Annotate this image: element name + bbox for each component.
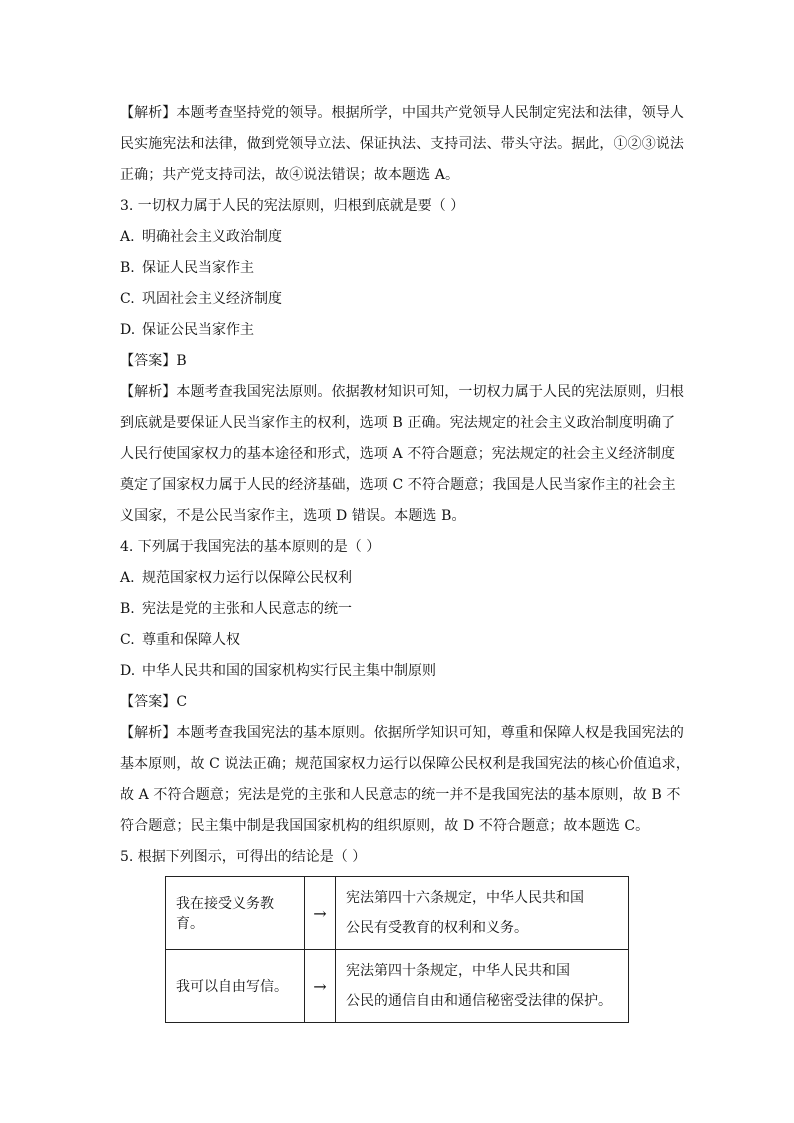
table-cell-left: 我在接受义务教育。 [166, 877, 305, 950]
answer-label: 【答案】C [120, 694, 188, 710]
cell-line: 公民有受教育的权利和义务。 [346, 920, 528, 936]
document-page [120, 98, 690, 873]
option-letter: B. [120, 601, 135, 617]
analysis-line: 义国家，不是公民当家作主，选项 D 错误。本题选 B。 [120, 508, 466, 524]
analysis-line: 【解析】本题考查坚持党的领导。根据所学，中国共产党领导人民制定宪法和法律，领导人 [120, 105, 684, 121]
analysis-line: 民实施宪法和法律，做到党领导立法、保证执法、支持司法、带头守法。据此，①②③说法 [120, 136, 684, 152]
option-text: 中华人民共和国的国家机构实行民主集中制原则 [142, 663, 436, 679]
arrow-icon: → [305, 877, 336, 950]
q2-analysis [120, 98, 684, 191]
analysis-line: 奠定了国家权力属于人民的经济基础，选项 C 不符合题意；我国是人民当家作主的社会主 [120, 477, 676, 493]
option-letter: B. [120, 260, 135, 276]
option-text: 明确社会主义政治制度 [142, 229, 282, 245]
option-d [120, 656, 680, 687]
option-a [120, 563, 680, 594]
analysis-line: 人民行使国家权力的基本途径和形式，选项 A 不符合题意；宪法规定的社会主义经济制度 [120, 446, 676, 462]
table-row [166, 877, 629, 950]
option-text: 尊重和保障人权 [142, 632, 240, 648]
option-letter: D. [120, 322, 136, 338]
option-c [120, 284, 680, 315]
analysis-line: 【解析】本题考查我国宪法的基本原则。依据所学知识可知，尊重和保障人权是我国宪法的 [120, 725, 684, 741]
table-cell-right [336, 877, 629, 950]
analysis-line: 基本原则，故 C 说法正确；规范国家权力运行以保障公民权利是我国宪法的核心价值追求， [120, 756, 690, 772]
cell-line: 宪法第四十六条规定，中华人民共和国 [346, 890, 584, 906]
option-text: 保证公民当家作主 [142, 322, 254, 338]
option-letter: D. [120, 663, 136, 679]
table-cell-left: 我可以自由写信。 [166, 950, 305, 1023]
arrow-icon: → [305, 950, 336, 1023]
cell-line: 公民的通信自由和通信秘密受法律的保护。 [346, 993, 612, 1009]
option-letter: A. [120, 229, 135, 245]
option-text: 巩固社会主义经济制度 [142, 291, 282, 307]
analysis-line: 到底就是要保证人民当家作主的权利，选项 B 正确。宪法规定的社会主义政治制度明确了 [120, 415, 676, 431]
option-letter: C. [120, 632, 135, 648]
question-title: 5. 根据下列图示，可得出的结论是（ ） [120, 849, 367, 865]
question-3 [120, 191, 684, 532]
option-a [120, 222, 680, 253]
option-text: 保证人民当家作主 [142, 260, 254, 276]
option-d [120, 315, 680, 346]
constitution-table [165, 876, 629, 1023]
analysis-line: 正确；共产党支持司法，故④说法错误；故本题选 A。 [120, 167, 460, 183]
cell-line: 宪法第四十条规定，中华人民共和国 [346, 963, 570, 979]
option-text: 宪法是党的主张和人民意志的统一 [142, 601, 352, 617]
option-b [120, 594, 680, 625]
question-title: 3. 一切权力属于人民的宪法原则，归根到底就是要（ ） [120, 198, 465, 214]
option-b [120, 253, 680, 284]
table-row [166, 950, 629, 1023]
option-letter: A. [120, 570, 135, 586]
answer-label: 【答案】B [120, 353, 187, 369]
option-text: 规范国家权力运行以保障公民权利 [142, 570, 352, 586]
option-c [120, 625, 680, 656]
analysis-line: 故 A 不符合题意；宪法是党的主张和人民意志的统一并不是我国宪法的基本原则，故 B 不 [120, 787, 681, 803]
question-title: 4. 下列属于我国宪法的基本原则的是（ ） [120, 539, 381, 555]
analysis-line: 【解析】本题考查我国宪法原则。依据教材知识可知，一切权力属于人民的宪法原则，归根 [120, 384, 684, 400]
table-cell-right [336, 950, 629, 1023]
question-4 [120, 532, 690, 842]
option-letter: C. [120, 291, 135, 307]
analysis-line: 符合题意；民主集中制是我国国家机构的组织原则，故 D 不符合题意；故本题选 C。 [120, 818, 650, 834]
question-5 [120, 842, 680, 873]
